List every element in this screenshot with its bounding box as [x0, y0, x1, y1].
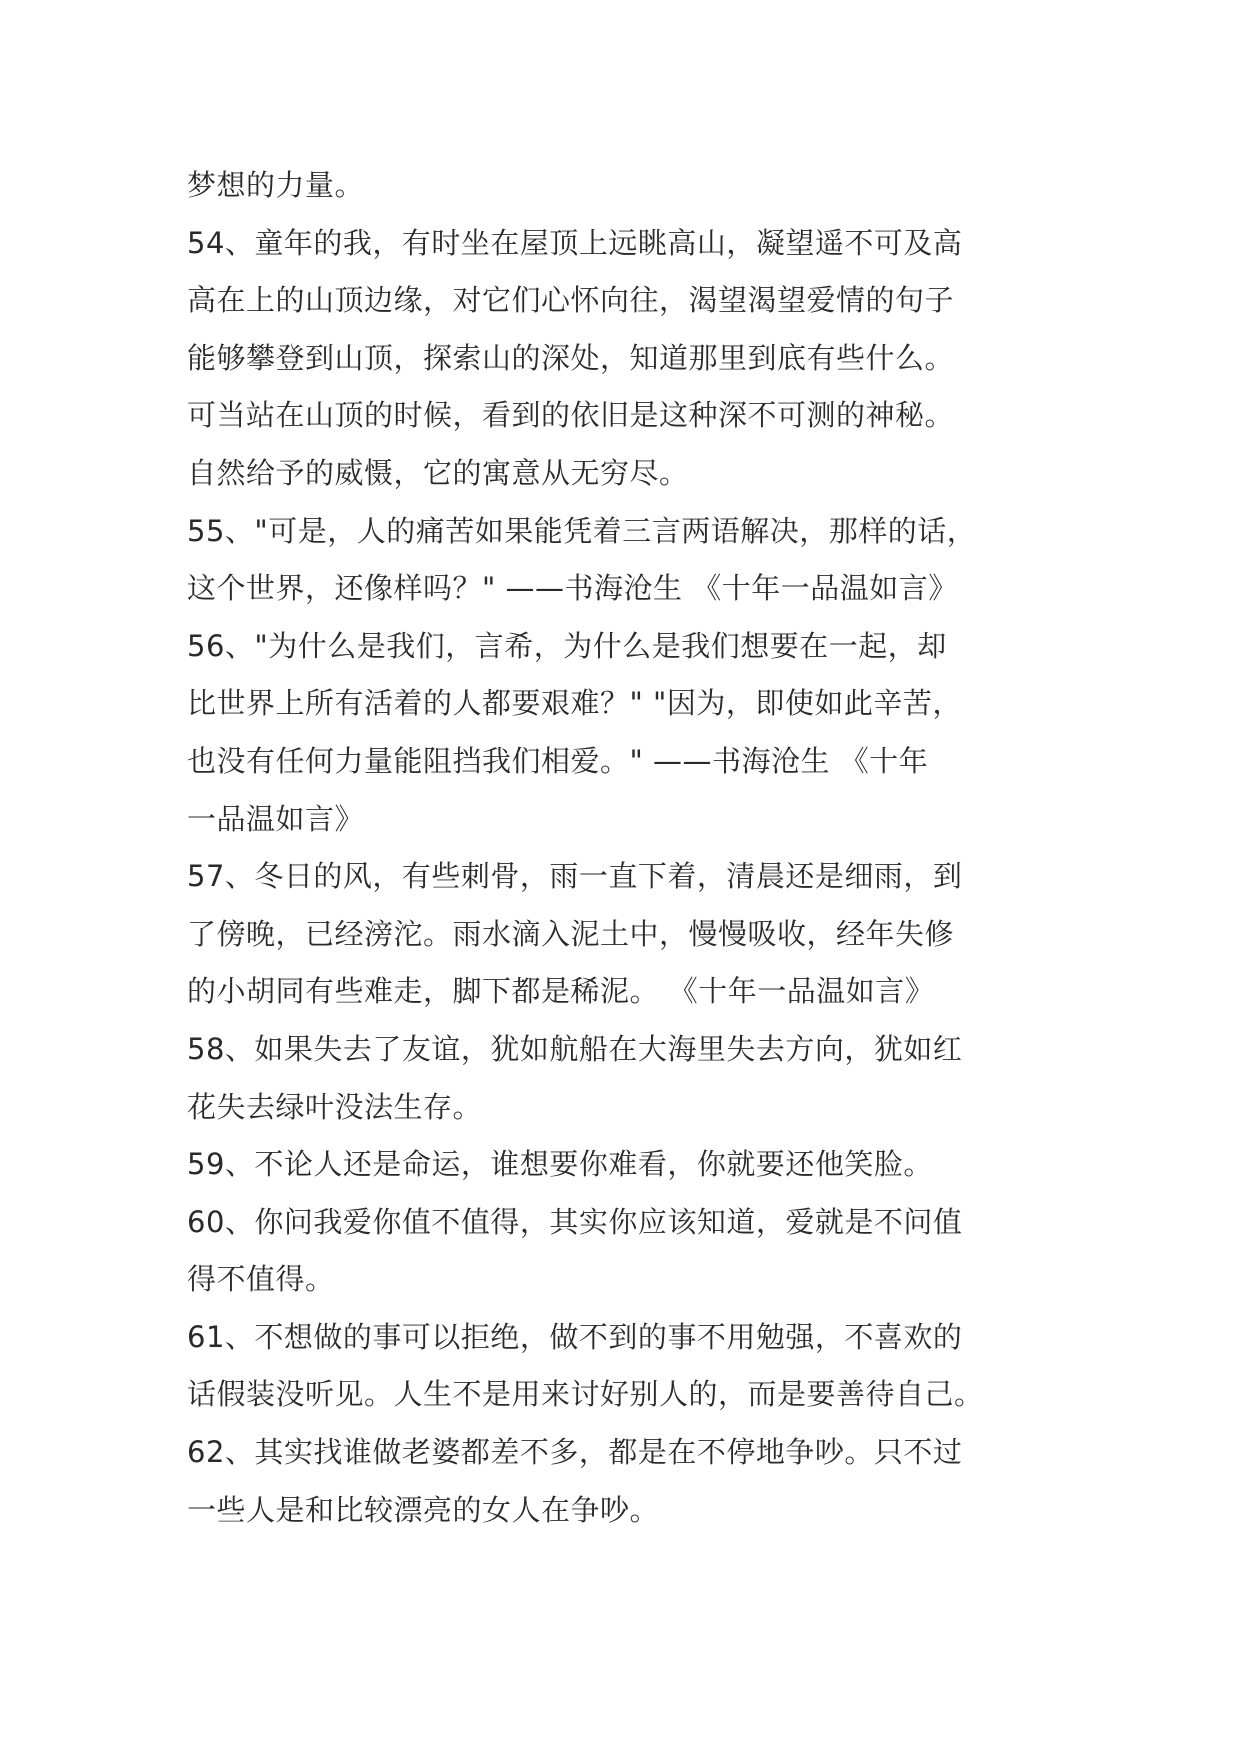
text-line: 花失去绿叶没法生存。	[187, 1089, 483, 1124]
text-line: 能够攀登到山顶，探索山的深处，知道那里到底有些什么。	[187, 340, 955, 375]
text-line: 梦想的力量。	[187, 168, 365, 202]
text-line: 59、不论人还是命运，谁想要你难看，你就要还他笑脸。	[187, 1147, 933, 1182]
text-line: 一品温如言》	[187, 801, 365, 836]
text-line: 60、你问我爱你值不值得，其实你应该知道，爱就是不问值	[187, 1204, 963, 1239]
text-line: 得不值得。	[187, 1262, 335, 1297]
text-line: 也没有任何力量能阻挡我们相爱。" ——书海沧生 《十年	[187, 743, 929, 778]
text-line: 56、"为什么是我们，言希，为什么是我们想要在一起，却	[187, 628, 947, 663]
text-line: 自然给予的威慑，它的寓意从无穷尽。	[187, 455, 689, 490]
text-line: 了傍晚，已经滂沱。雨水滴入泥土中，慢慢吸收，经年失修	[187, 916, 955, 951]
text-line: 54、童年的我，有时坐在屋顶上远眺高山，凝望遥不可及高	[187, 225, 963, 260]
text-line: 可当站在山顶的时候，看到的依旧是这种深不可测的神秘。	[187, 398, 955, 433]
text-line: 话假装没听见。人生不是用来讨好别人的，而是要善待自己。	[187, 1377, 984, 1412]
text-line: 的小胡同有些难走，脚下都是稀泥。 《十年一品温如言》	[187, 974, 935, 1009]
text-line: 一些人是和比较漂亮的女人在争吵。	[187, 1492, 660, 1527]
text-line: 61、不想做的事可以拒绝，做不到的事不用勉强，不喜欢的	[187, 1319, 963, 1354]
text-line: 57、冬日的风，有些刺骨，雨一直下着，清晨还是细雨，到	[187, 859, 963, 894]
text-line: 这个世界，还像样吗？" ——书海沧生 《十年一品温如言》	[187, 571, 958, 606]
text-line: 高在上的山顶边缘，对它们心怀向往，渴望渴望爱情的句子	[187, 283, 955, 318]
document-body	[187, 157, 1067, 1539]
text-line: 58、如果失去了友谊，犹如航船在大海里失去方向，犹如红	[187, 1031, 963, 1066]
text-line: 62、其实找谁做老婆都差不多，都是在不停地争吵。只不过	[187, 1435, 963, 1470]
text-line: 55、"可是，人的痛苦如果能凭着三言两语解决，那样的话，	[187, 513, 977, 548]
text-line: 比世界上所有活着的人都要艰难？" "因为，即使如此辛苦，	[187, 686, 962, 721]
